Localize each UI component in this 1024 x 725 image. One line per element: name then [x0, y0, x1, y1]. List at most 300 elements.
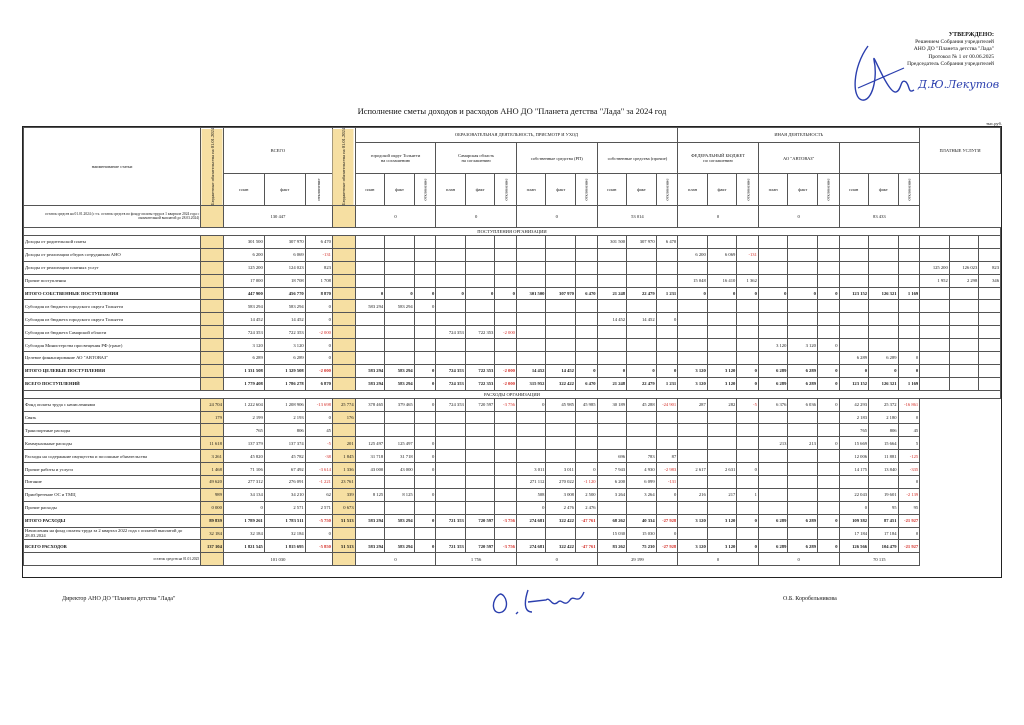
allocation-cell [201, 377, 224, 390]
value-cell [920, 377, 950, 390]
value-cell [597, 339, 627, 352]
value-cell: 45 288 [627, 398, 657, 411]
value-cell [869, 326, 899, 339]
value-cell: 0 [817, 377, 839, 390]
table-row [24, 326, 1001, 339]
value-cell [516, 235, 546, 248]
allocation2-cell: 176 [332, 411, 355, 424]
balance-end-own-pp: 0 [516, 553, 597, 566]
table-row [24, 527, 1001, 540]
balance-end-federal: 0 [678, 553, 759, 566]
value-cell [788, 351, 818, 364]
value-cell: 4 930 [627, 463, 657, 476]
balance-start-total: 130 447 [223, 205, 332, 227]
budget-table [23, 127, 1001, 566]
allocation2-cell: 51 513 [332, 540, 355, 553]
value-cell [839, 248, 869, 261]
value-cell: 823 [305, 261, 332, 274]
value-cell [465, 274, 495, 287]
value-cell [869, 261, 899, 274]
value-cell [869, 300, 899, 313]
value-cell: 1 [737, 488, 759, 501]
value-cell: 0 [898, 527, 920, 540]
value-cell [414, 339, 436, 352]
value-cell [436, 351, 466, 364]
value-cell [678, 351, 708, 364]
value-cell [575, 235, 597, 248]
allocation-cell: 137 104 [201, 540, 224, 553]
allocation-cell [201, 313, 224, 326]
value-cell [495, 475, 517, 488]
value-cell [436, 339, 466, 352]
value-cell [788, 475, 818, 488]
value-cell [546, 351, 576, 364]
table-row [24, 514, 1001, 527]
value-cell [656, 437, 678, 450]
table-row [24, 364, 1001, 377]
allocation2-cell: 201 [332, 437, 355, 450]
value-cell [707, 300, 737, 313]
director-signature [488, 586, 598, 620]
value-cell [627, 501, 657, 514]
value-cell [707, 475, 737, 488]
value-cell [627, 411, 657, 424]
value-cell: 137 374 [264, 437, 305, 450]
value-cell: 1 952 [920, 274, 950, 287]
value-cell: 6 289 [788, 514, 818, 527]
value-cell [546, 339, 576, 352]
value-cell: 15 030 [597, 527, 627, 540]
subsidy-label: на соглашению [380, 158, 411, 164]
value-cell [355, 351, 385, 364]
allocation-cell: 989 [201, 488, 224, 501]
value-cell: 0 [414, 377, 436, 390]
value-cell: 137 379 [223, 437, 264, 450]
balance-start-togliatti: 0 [355, 205, 436, 227]
value-cell [678, 326, 708, 339]
value-cell: 31 718 [355, 450, 385, 463]
value-cell: 6 036 [788, 398, 818, 411]
value-cell [385, 261, 415, 274]
value-cell [869, 274, 899, 287]
value-cell [788, 501, 818, 514]
value-cell: 21 248 [597, 287, 627, 300]
row-label: Субсидия Министерства просвещения РФ (грант) [24, 339, 201, 352]
value-cell: 7 943 [597, 463, 627, 476]
value-cell: -2 000 [495, 364, 517, 377]
value-cell: 0 [817, 514, 839, 527]
value-cell: 2 476 [546, 501, 576, 514]
value-cell: 95 [898, 501, 920, 514]
value-cell [516, 437, 546, 450]
value-cell [495, 300, 517, 313]
allocation2-cell [332, 248, 355, 261]
value-cell [414, 424, 436, 437]
fact-subheader: факт [385, 174, 415, 206]
value-cell [920, 339, 950, 352]
value-cell [436, 313, 466, 326]
value-cell: 31 718 [385, 450, 415, 463]
value-cell [414, 313, 436, 326]
value-cell [788, 424, 818, 437]
value-cell [758, 501, 788, 514]
table-row [24, 450, 1001, 463]
value-cell [546, 274, 576, 287]
value-cell: 2 476 [575, 501, 597, 514]
value-cell: 447 900 [223, 287, 264, 300]
value-cell [516, 300, 546, 313]
footer-director: Директор АНО ДО "Планета детства "Лада" [62, 596, 176, 602]
value-cell: 32 184 [264, 527, 305, 540]
value-cell [758, 463, 788, 476]
value-cell [546, 527, 576, 540]
value-cell: 0 [788, 287, 818, 300]
value-cell [788, 488, 818, 501]
value-cell [465, 261, 495, 274]
row-label: Коммунальные расходы [24, 437, 201, 450]
value-cell [385, 313, 415, 326]
value-cell: 0 [898, 411, 920, 424]
value-cell [898, 300, 920, 313]
value-cell: 0 [414, 398, 436, 411]
value-cell [465, 527, 495, 540]
allocation2-cell [332, 313, 355, 326]
value-cell: 765 [839, 424, 869, 437]
value-cell: 0 [817, 540, 839, 553]
value-cell [758, 274, 788, 287]
value-cell: 14 452 [546, 364, 576, 377]
value-cell: 0 [436, 287, 466, 300]
value-cell [758, 248, 788, 261]
value-cell [817, 501, 839, 514]
value-cell: -131 [737, 248, 759, 261]
value-cell [436, 235, 466, 248]
value-cell [758, 411, 788, 424]
value-cell [817, 450, 839, 463]
value-cell: -2 000 [305, 326, 332, 339]
value-cell [758, 326, 788, 339]
dev-subheader: отклонение [414, 174, 436, 206]
value-cell: 22 479 [627, 377, 657, 390]
value-cell: 0 [597, 364, 627, 377]
value-cell [869, 475, 899, 488]
value-cell [414, 235, 436, 248]
value-cell [516, 326, 546, 339]
value-cell [707, 351, 737, 364]
table-row [24, 463, 1001, 476]
value-cell: 0 [817, 437, 839, 450]
allocation-cell [201, 300, 224, 313]
value-cell: 0 [898, 351, 920, 364]
value-cell: 1 231 [656, 287, 678, 300]
value-cell: 0 [465, 287, 495, 300]
value-cell [678, 339, 708, 352]
value-cell: 14 175 [839, 463, 869, 476]
value-cell [656, 424, 678, 437]
value-cell [707, 437, 737, 450]
value-cell: 0 [305, 300, 332, 313]
value-cell [656, 300, 678, 313]
value-cell [737, 261, 759, 274]
value-cell [949, 300, 979, 313]
allocation-cell [201, 248, 224, 261]
value-cell: 0 [839, 364, 869, 377]
table-row [24, 300, 1001, 313]
value-cell: 71 106 [223, 463, 264, 476]
value-cell [575, 261, 597, 274]
value-cell [678, 313, 708, 326]
value-cell [788, 248, 818, 261]
value-cell: 2 571 [264, 501, 305, 514]
value-cell: 2 571 [305, 501, 332, 514]
value-cell [920, 300, 950, 313]
allocation-cell [201, 235, 224, 248]
value-cell [869, 235, 899, 248]
value-cell: 217 [707, 488, 737, 501]
value-cell [737, 450, 759, 463]
value-cell: 322 422 [546, 514, 576, 527]
value-cell [546, 437, 576, 450]
row-label: Доходы от родительской платы [24, 235, 201, 248]
allocation-cell: 32 184 [201, 527, 224, 540]
value-cell [949, 313, 979, 326]
value-cell [817, 463, 839, 476]
allocation2-cell: 1 845 [332, 450, 355, 463]
value-cell [546, 235, 576, 248]
value-cell: 1 786 278 [264, 377, 305, 390]
table-row [24, 339, 1001, 352]
value-cell [817, 261, 839, 274]
value-cell: 0 [758, 287, 788, 300]
value-cell [788, 261, 818, 274]
value-cell: 1 169 [898, 287, 920, 300]
value-cell: 95 [869, 501, 899, 514]
value-cell [627, 326, 657, 339]
value-cell: 0 [305, 313, 332, 326]
value-cell [495, 339, 517, 352]
value-cell: 45 985 [546, 398, 576, 411]
value-cell [656, 248, 678, 261]
value-cell [788, 274, 818, 287]
value-cell [465, 488, 495, 501]
value-cell [758, 300, 788, 313]
value-cell [707, 527, 737, 540]
value-cell: 1 329 508 [264, 364, 305, 377]
value-cell: 32 184 [223, 527, 264, 540]
value-cell: 43 000 [385, 463, 415, 476]
value-cell: 2 617 [678, 463, 708, 476]
value-cell [817, 411, 839, 424]
allocation-cell [201, 287, 224, 300]
value-cell: 3 120 [707, 514, 737, 527]
value-cell [516, 351, 546, 364]
value-cell [758, 527, 788, 540]
allocation2-cell [332, 377, 355, 390]
value-cell: 1 208 906 [264, 398, 305, 411]
value-cell [516, 450, 546, 463]
balance-end-avtovaz: 0 [758, 553, 839, 566]
value-cell [465, 313, 495, 326]
allocation2-cell [332, 351, 355, 364]
value-cell [737, 235, 759, 248]
allocation-cell [201, 364, 224, 377]
value-cell: 0 [414, 450, 436, 463]
allocation2-cell: 1 336 [332, 463, 355, 476]
value-cell [979, 377, 1001, 390]
value-cell [495, 463, 517, 476]
value-cell [575, 326, 597, 339]
value-cell [656, 411, 678, 424]
value-cell: 15 048 [678, 274, 708, 287]
value-cell [656, 351, 678, 364]
value-cell: 724 353 [436, 326, 466, 339]
value-cell: 45 [305, 424, 332, 437]
value-cell [385, 411, 415, 424]
value-cell [898, 261, 920, 274]
value-cell [355, 261, 385, 274]
value-cell: 0 [305, 339, 332, 352]
value-cell [385, 424, 415, 437]
value-cell [737, 326, 759, 339]
allocation-cell [201, 261, 224, 274]
value-cell: 3 120 [678, 364, 708, 377]
value-cell: 14 452 [223, 313, 264, 326]
value-cell: 307 970 [264, 235, 305, 248]
balance-end-samara: 1 756 [436, 553, 517, 566]
value-cell: 2 199 [223, 411, 264, 424]
allocation2-cell [332, 300, 355, 313]
value-cell: 583 294 [264, 300, 305, 313]
value-cell [516, 261, 546, 274]
value-cell: 14 452 [597, 313, 627, 326]
value-cell: 14 452 [516, 364, 546, 377]
value-cell: 0 [707, 287, 737, 300]
value-cell: -3 756 [495, 540, 517, 553]
value-cell: 0 [414, 488, 436, 501]
value-cell: 87 [656, 450, 678, 463]
value-cell [597, 261, 627, 274]
value-cell: -5 750 [305, 514, 332, 527]
value-cell [355, 424, 385, 437]
value-cell [597, 274, 627, 287]
dev-subheader: отклонение [575, 174, 597, 206]
value-cell [597, 424, 627, 437]
allocation2-cell [332, 261, 355, 274]
value-cell: 0 [737, 540, 759, 553]
value-cell: -2 000 [495, 377, 517, 390]
value-cell [575, 351, 597, 364]
value-cell [414, 475, 436, 488]
row-label: ВСЕГО ПОСТУПЛЕНИЙ [24, 377, 201, 390]
value-cell [495, 274, 517, 287]
value-cell [737, 300, 759, 313]
value-cell: 3 120 [758, 339, 788, 352]
value-cell [385, 235, 415, 248]
value-cell: 0 [575, 463, 597, 476]
value-cell [707, 411, 737, 424]
row-label: Доходы от реализации платных услуг [24, 261, 201, 274]
value-cell [546, 313, 576, 326]
value-cell [385, 501, 415, 514]
value-cell [355, 235, 385, 248]
value-cell: 18 708 [264, 274, 305, 287]
value-cell: 45 985 [575, 398, 597, 411]
value-cell: 45 820 [223, 450, 264, 463]
value-cell: 0 [737, 377, 759, 390]
value-cell [678, 424, 708, 437]
balance-start-paid: 83 433 [839, 205, 920, 227]
value-cell: 721 353 [436, 540, 466, 553]
value-cell: 0 [414, 514, 436, 527]
value-cell [575, 300, 597, 313]
value-cell [979, 313, 1001, 326]
value-cell: 583 294 [355, 364, 385, 377]
value-cell: 3 264 [627, 488, 657, 501]
row-label: Питание [24, 475, 201, 488]
value-cell: -38 [305, 450, 332, 463]
value-cell: 125 200 [223, 261, 264, 274]
budget-table-wrapper [22, 126, 1002, 578]
balance-start-samara: 0 [436, 205, 517, 227]
value-cell [355, 475, 385, 488]
balance-start-cell [332, 205, 355, 227]
value-cell [465, 424, 495, 437]
value-cell: 1 779 408 [223, 377, 264, 390]
value-cell: 43 000 [355, 463, 385, 476]
value-cell [465, 339, 495, 352]
fact-subheader: факт [627, 174, 657, 206]
value-cell: 0 [656, 527, 678, 540]
allocation2-cell [332, 287, 355, 300]
value-cell: 0 [839, 501, 869, 514]
value-cell: 3 011 [516, 463, 546, 476]
value-cell: 765 [223, 424, 264, 437]
allocation2-cell: 339 [332, 488, 355, 501]
value-cell [627, 248, 657, 261]
value-cell [898, 313, 920, 326]
value-cell [597, 351, 627, 364]
value-cell: 2 193 [264, 411, 305, 424]
value-cell [385, 475, 415, 488]
value-cell: 0 [737, 287, 759, 300]
value-cell [898, 274, 920, 287]
table-row [24, 377, 1001, 390]
value-cell [516, 527, 546, 540]
value-cell [949, 287, 979, 300]
value-cell [949, 339, 979, 352]
avtovaz-header: АО "АВТОВАЗ" [758, 142, 839, 174]
document-title: Исполнение сметы доходов и расходов АНО ДО "Планета детства "Лада" за 2024 год [357, 106, 667, 116]
table-row [24, 351, 1001, 364]
value-cell [839, 235, 869, 248]
value-cell: 6 289 [869, 351, 899, 364]
balance-start-own-other: 53 014 [597, 205, 678, 227]
value-cell: 0 [414, 437, 436, 450]
allocation-cell [201, 339, 224, 352]
value-cell [817, 235, 839, 248]
row-label: Субсидия из бюджета Самарской области [24, 326, 201, 339]
value-cell [839, 326, 869, 339]
value-cell [788, 300, 818, 313]
value-cell: 8 125 [355, 488, 385, 501]
value-cell [465, 248, 495, 261]
value-cell [839, 300, 869, 313]
value-cell: 22 043 [839, 488, 869, 501]
value-cell: 724 353 [436, 364, 466, 377]
value-cell [758, 235, 788, 248]
value-cell: 34 210 [264, 488, 305, 501]
value-cell [788, 326, 818, 339]
